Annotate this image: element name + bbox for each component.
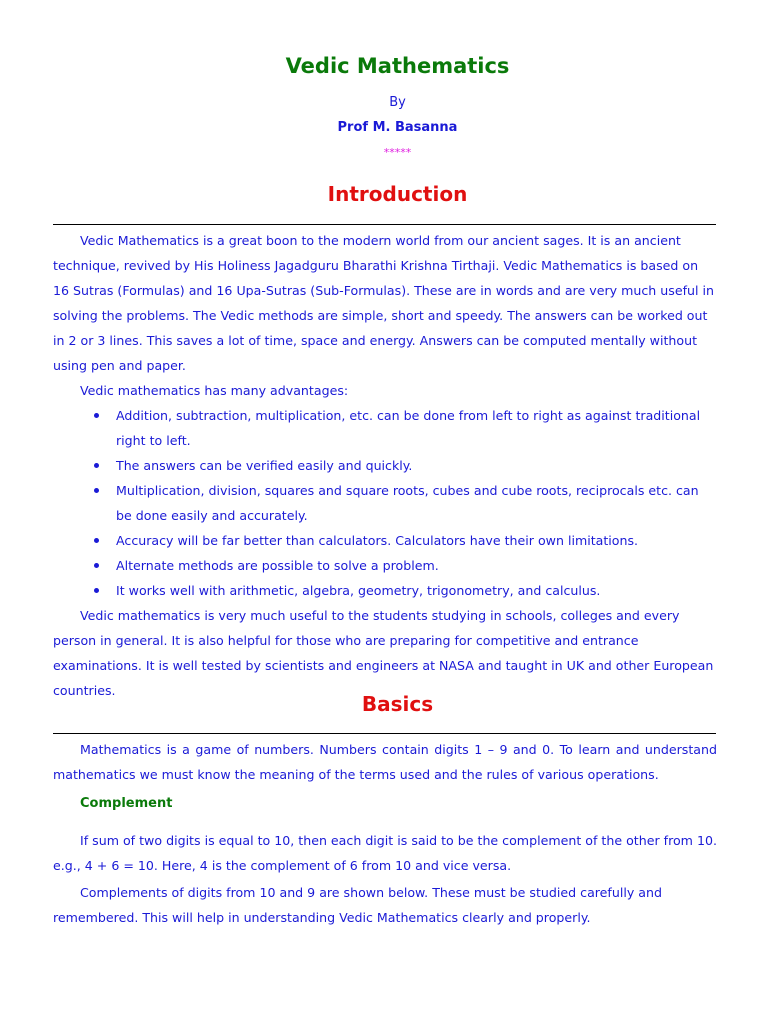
bullet-icon <box>94 563 99 568</box>
advantage-text: Multiplication, division, squares and square roots, cubes and cube roots, reciprocals etc. can be done easily and accurately. <box>116 483 699 523</box>
list-item <box>53 553 717 578</box>
byline-label: By <box>389 95 406 110</box>
advantage-text: The answers can be verified easily and quickly. <box>116 458 413 473</box>
bullet-icon <box>94 463 99 468</box>
introduction-paragraph-2: Vedic mathematics has many advantages: <box>80 383 349 398</box>
introduction-rule <box>53 224 716 225</box>
introduction-paragraph-3: Vedic mathematics is very much useful to the students studying in schools, colleges and every person in general. It is also helpful for those who are preparing for competitive and entrance examinations. It is well tested by scientists and engineers at NASA and taught in UK and other European countries. <box>53 608 714 698</box>
advantage-text: Accuracy will be far better than calculators. Calculators have their own limitations. <box>116 533 639 548</box>
document-title: Vedic Mathematics <box>285 54 510 78</box>
list-item <box>53 578 717 603</box>
advantage-text: Alternate methods are possible to solve a problem. <box>116 558 439 573</box>
introduction-paragraph-1: Vedic Mathematics is a great boon to the modern world from our ancient sages. It is an ancient technique, revived by His Holiness Jagadguru Bharathi Krishna Tirthaji. Vedic Mathematics is based on 16 Sutras (Formulas) and 16 Upa-Sutras (Sub-Formulas). These are in words and are very much useful in solving the problems. The Vedic methods are simple, short and speedy. The answers can be worked out in 2 or 3 lines. This saves a lot of time, space and energy. Answers can be computed mentally without using pen and paper. <box>53 233 714 373</box>
list-item <box>53 478 717 528</box>
list-item <box>53 453 717 478</box>
basics-paragraph-3: Complements of digits from 10 and 9 are shown below. These must be studied carefully and remembered. This will help in understanding Vedic Mathematics clearly and properly. <box>53 885 662 925</box>
basics-rule <box>53 733 716 734</box>
complement-subheading: Complement <box>80 796 173 811</box>
advantage-text: Addition, subtraction, multiplication, etc. can be done from left to right as against traditional right to left. <box>116 408 701 448</box>
list-item <box>53 403 717 453</box>
bullet-icon <box>94 413 99 418</box>
bullet-icon <box>94 488 99 493</box>
basics-paragraph-2: If sum of two digits is equal to 10, then each digit is said to be the complement of the other from 10. e.g., 4 + 6 = 10. Here, 4 is the complement of 6 from 10 and vice versa. <box>53 833 717 873</box>
introduction-heading: Introduction <box>327 182 468 206</box>
stars-divider: ***** <box>383 146 412 159</box>
basics-paragraph-1: Mathematics is a game of numbers. Numbers contain digits 1 – 9 and 0. To learn and understand mathematics we must know the meaning of the terms used and the rules of various operations. <box>53 742 717 782</box>
basics-heading: Basics <box>361 692 434 716</box>
advantages-list <box>53 403 717 603</box>
advantage-text: It works well with arithmetic, algebra, geometry, trigonometry, and calculus. <box>116 583 601 598</box>
author-name: Prof M. Basanna <box>337 120 458 135</box>
bullet-icon <box>94 588 99 593</box>
bullet-icon <box>94 538 99 543</box>
list-item <box>53 528 717 553</box>
